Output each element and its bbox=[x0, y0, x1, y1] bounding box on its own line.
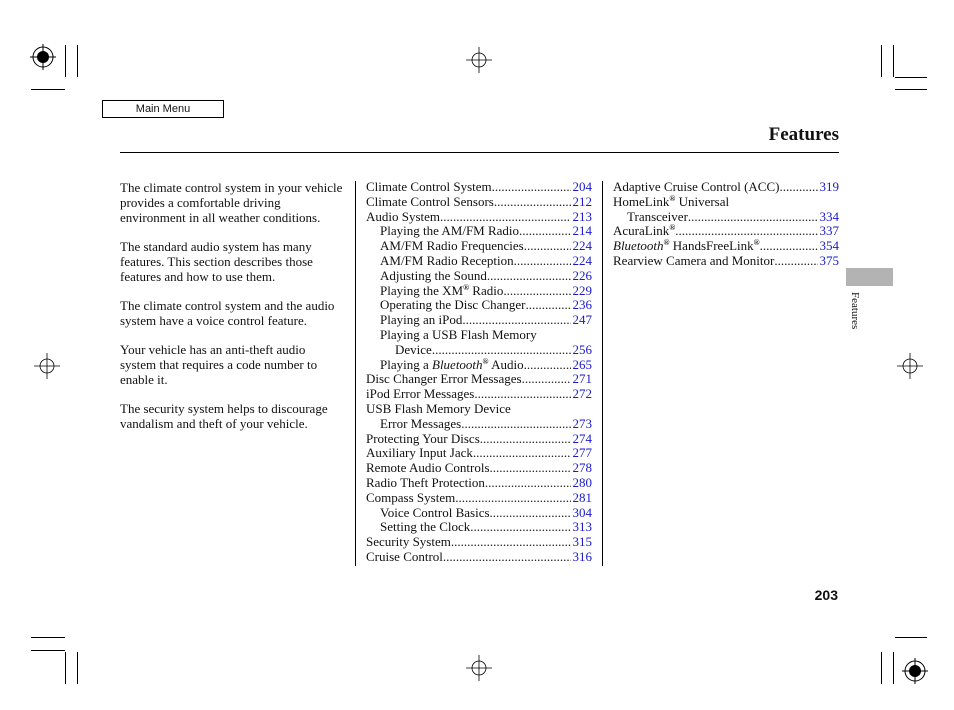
toc-homelink-transceiver[interactable]: Transceiver ..... 334 bbox=[613, 210, 839, 225]
toc-radio-theft[interactable]: Radio Theft Protection ..... 280 bbox=[366, 476, 592, 491]
crop-mark bbox=[881, 652, 882, 684]
crosshair-icon bbox=[466, 47, 492, 73]
toc-auxiliary-jack[interactable]: Auxiliary Input Jack ..... 277 bbox=[366, 446, 592, 461]
toc-climate-control-sensors[interactable]: Climate Control Sensors ..... 212 bbox=[366, 195, 592, 210]
toc-acc[interactable]: Adaptive Cruise Control (ACC) ..... 319 bbox=[613, 180, 839, 195]
crop-mark bbox=[895, 89, 927, 90]
toc-audio-system[interactable]: Audio System ..... 213 bbox=[366, 210, 592, 225]
section-tab bbox=[846, 268, 893, 286]
crosshair-icon bbox=[466, 655, 492, 681]
toc-homelink-heading: HomeLink® Universal bbox=[613, 193, 730, 209]
toc-am-fm-frequencies[interactable]: AM/FM Radio Frequencies ..... 224 bbox=[366, 239, 592, 254]
toc-protecting-discs[interactable]: Protecting Your Discs ..... 274 bbox=[366, 432, 592, 447]
crop-mark bbox=[65, 652, 66, 684]
toc-usb-flash-device[interactable]: Device ..... 256 bbox=[366, 343, 592, 358]
toc-column-1 bbox=[366, 180, 592, 565]
toc-playing-xm[interactable]: Playing the XM® Radio ..... 229 bbox=[366, 284, 592, 299]
crop-mark bbox=[881, 45, 882, 77]
toc-usb-errors[interactable]: Error Messages ..... 273 bbox=[366, 417, 592, 432]
crop-mark bbox=[31, 637, 65, 638]
crop-mark bbox=[65, 45, 66, 77]
toc-playing-am-fm[interactable]: Playing the AM/FM Radio ..... 214 bbox=[366, 224, 592, 239]
toc-playing-bluetooth[interactable]: Playing a Bluetooth® Audio ..... 265 bbox=[366, 358, 592, 373]
toc-acuralink[interactable]: AcuraLink® ..... 337 bbox=[613, 224, 839, 239]
registration-target-icon bbox=[902, 658, 928, 684]
crosshair-icon bbox=[34, 353, 60, 379]
crop-mark bbox=[77, 652, 78, 684]
page-title: Features bbox=[768, 124, 839, 145]
toc-ipod-errors[interactable]: iPod Error Messages ..... 272 bbox=[366, 387, 592, 402]
toc-usb-errors-heading: USB Flash Memory Device bbox=[366, 400, 511, 416]
toc-rearview-camera[interactable]: Rearview Camera and Monitor ..... 375 bbox=[613, 254, 839, 269]
crop-mark bbox=[893, 652, 894, 684]
toc-setting-clock[interactable]: Setting the Clock ..... 313 bbox=[366, 520, 592, 535]
intro-paragraph: Your vehicle has an anti-theft audio system that requires a code number to enable it. bbox=[120, 342, 318, 387]
toc-security-system[interactable]: Security System ..... 315 bbox=[366, 535, 592, 550]
toc-playing-ipod[interactable]: Playing an iPod ..... 247 bbox=[366, 313, 592, 328]
toc-voice-control[interactable]: Voice Control Basics ..... 304 bbox=[366, 506, 592, 521]
toc-adjusting-sound[interactable]: Adjusting the Sound ..... 226 bbox=[366, 269, 592, 284]
toc-climate-control-system[interactable]: Climate Control System ..... 204 bbox=[366, 180, 592, 195]
crop-mark bbox=[895, 637, 927, 638]
crop-mark bbox=[895, 77, 927, 78]
side-section-label: Features bbox=[849, 292, 861, 330]
intro-text bbox=[120, 180, 344, 445]
registration-target-icon bbox=[30, 44, 56, 70]
crop-mark bbox=[77, 45, 78, 77]
toc-column-2 bbox=[613, 180, 839, 269]
crop-mark bbox=[31, 89, 65, 90]
column-divider bbox=[355, 181, 356, 566]
crop-mark bbox=[31, 650, 65, 651]
toc-disc-changer[interactable]: Operating the Disc Changer ..... 236 bbox=[366, 298, 592, 313]
toc-cruise-control[interactable]: Cruise Control ..... 316 bbox=[366, 550, 592, 565]
intro-paragraph: The climate control system and the audio system have a voice control feature. bbox=[120, 298, 335, 328]
toc-disc-changer-errors[interactable]: Disc Changer Error Messages ..... 271 bbox=[366, 372, 592, 387]
toc-compass-system[interactable]: Compass System ..... 281 bbox=[366, 491, 592, 506]
column-divider bbox=[602, 181, 603, 566]
toc-remote-controls[interactable]: Remote Audio Controls ..... 278 bbox=[366, 461, 592, 476]
toc-am-fm-reception[interactable]: AM/FM Radio Reception ..... 224 bbox=[366, 254, 592, 269]
title-divider bbox=[120, 152, 839, 153]
page-number: 203 bbox=[814, 587, 838, 603]
crosshair-icon bbox=[897, 353, 923, 379]
intro-paragraph: The climate control system in your vehicle provides a comfortable driving environment in all weather conditions. bbox=[120, 180, 343, 225]
main-menu-button[interactable]: Main Menu bbox=[102, 100, 224, 118]
intro-paragraph: The security system helps to discourage vandalism and theft of your vehicle. bbox=[120, 401, 328, 431]
crop-mark bbox=[893, 45, 894, 77]
intro-paragraph: The standard audio system has many features. This section describes those features and how to use them. bbox=[120, 239, 313, 284]
toc-handsfreelink[interactable]: Bluetooth® HandsFreeLink® ..... 354 bbox=[613, 239, 839, 254]
toc-usb-flash-heading: Playing a USB Flash Memory bbox=[380, 326, 537, 342]
